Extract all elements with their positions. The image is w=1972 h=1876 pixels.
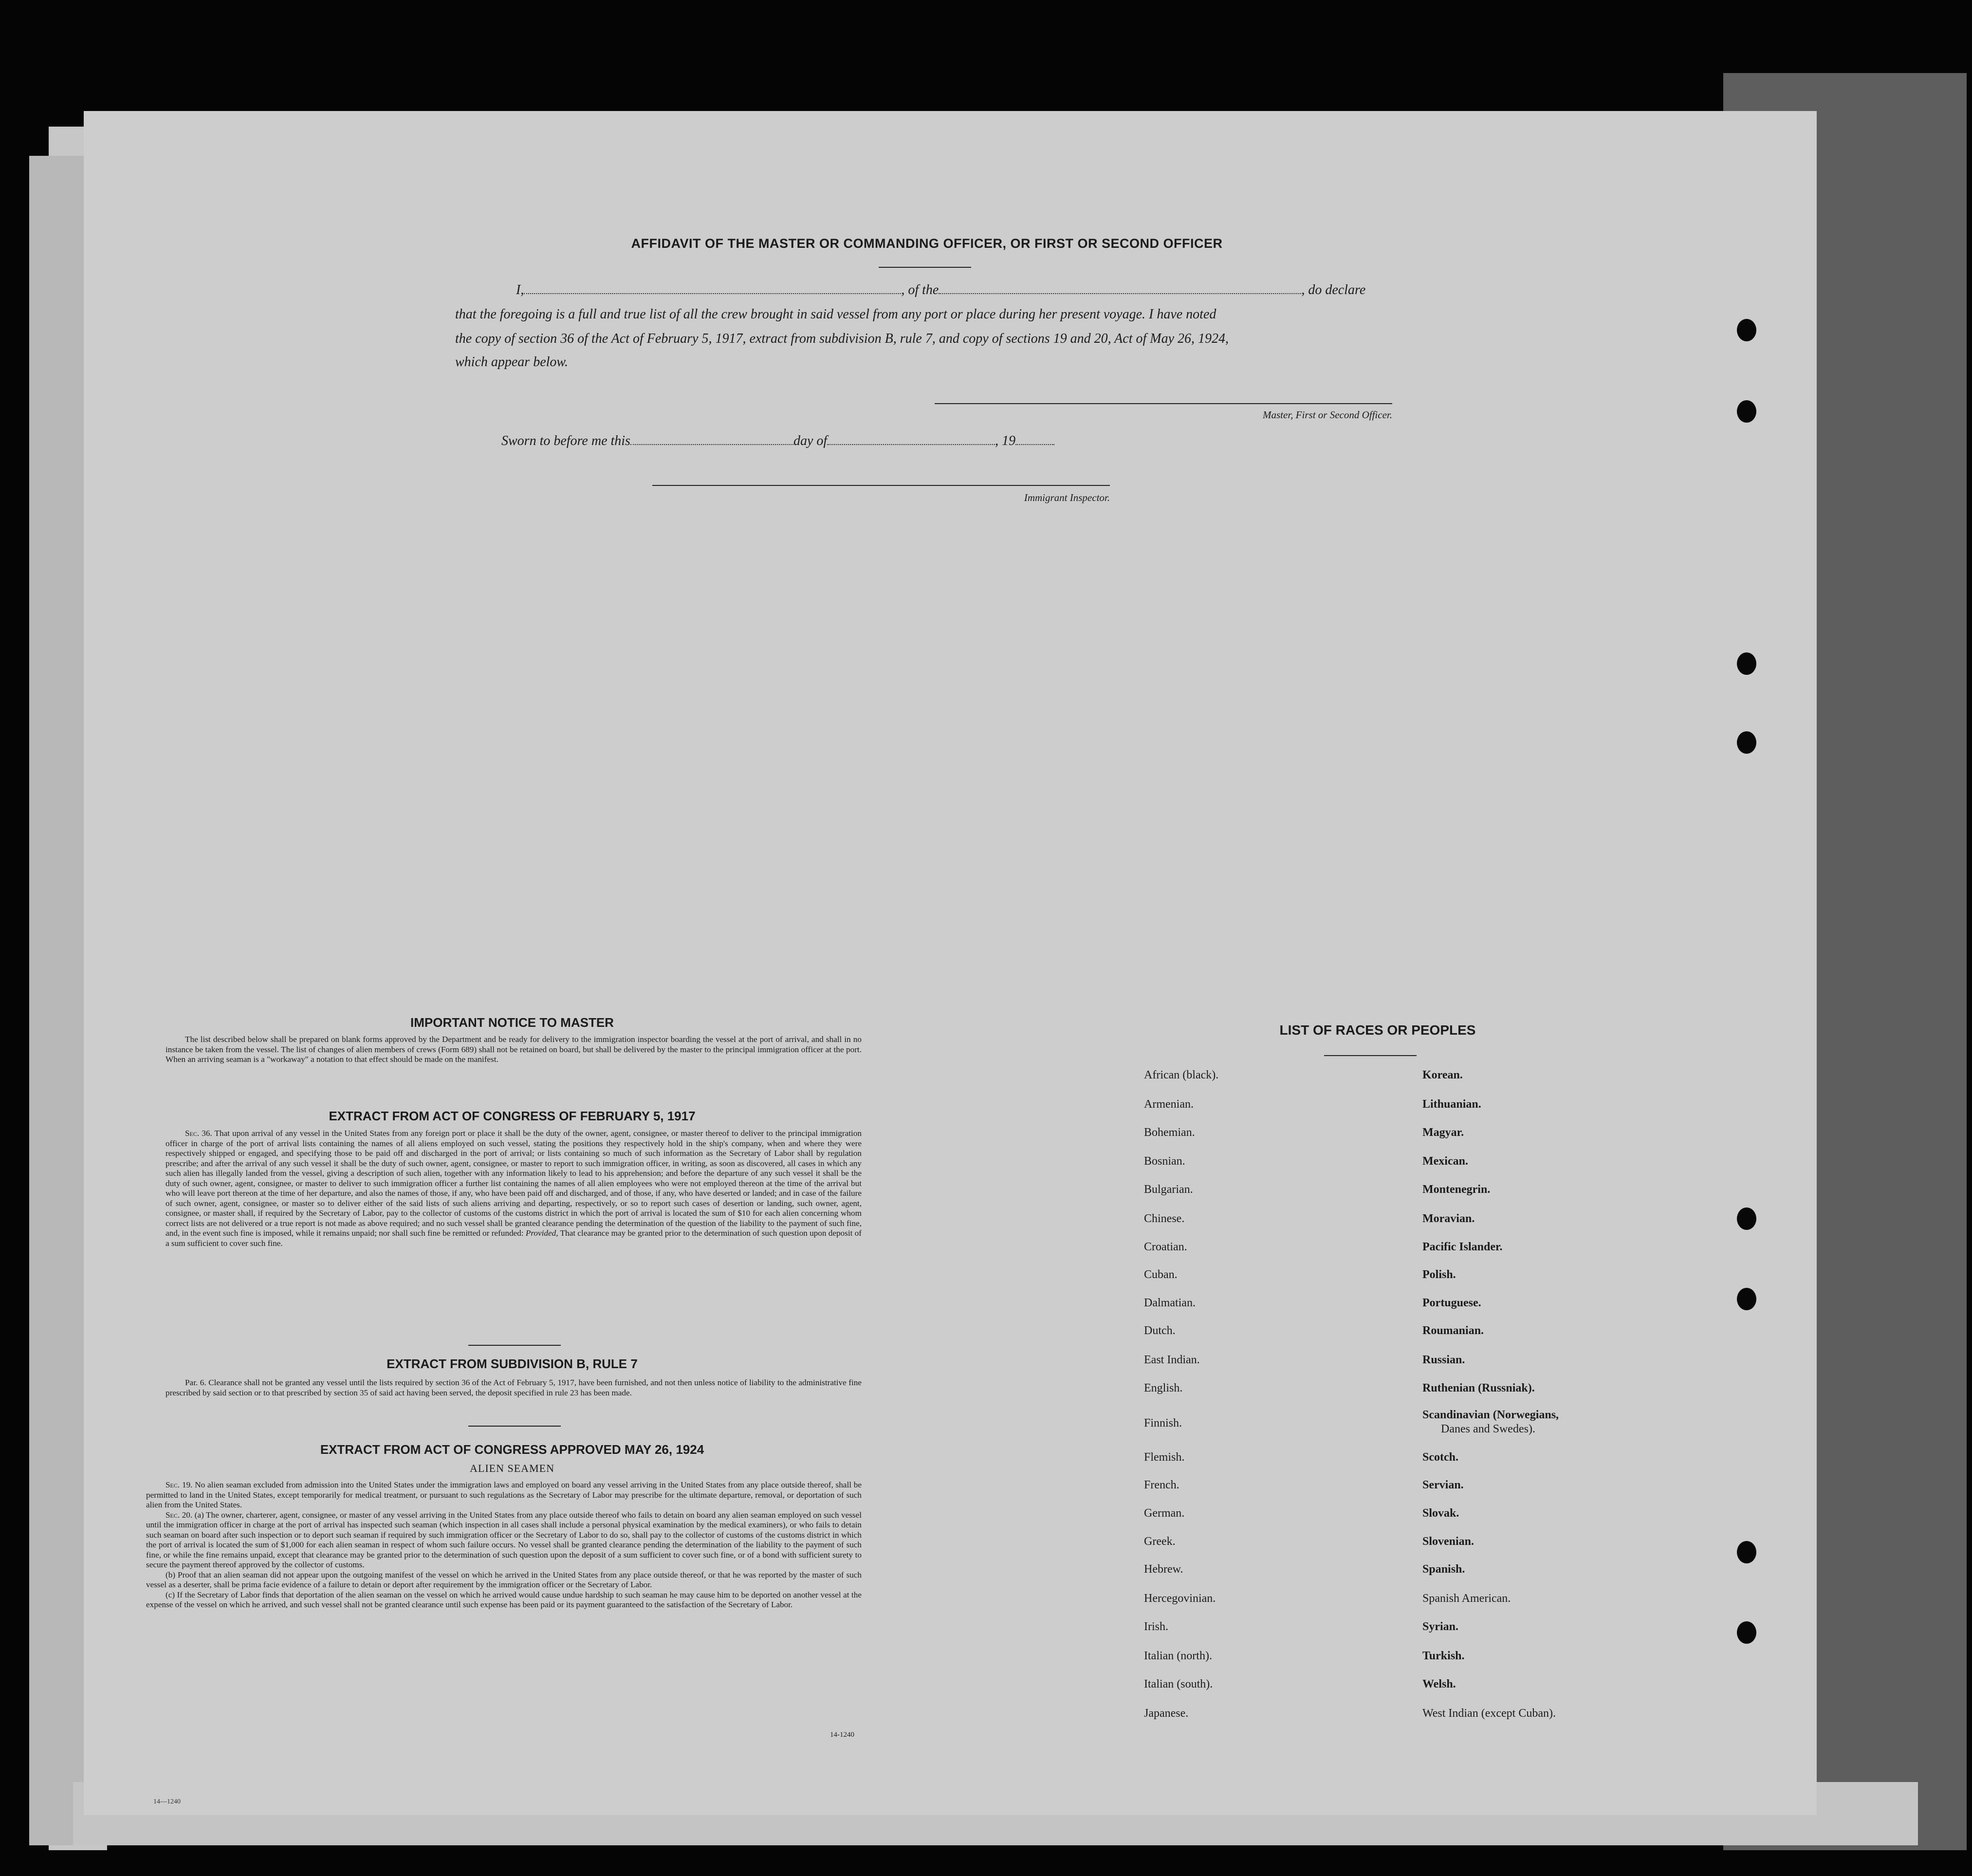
alien-seamen-subtitle: ALIEN SEAMEN (470, 1462, 554, 1474)
extract-1924-title: EXTRACT FROM ACT OF CONGRESS APPROVED MAY 26, 1924 (320, 1442, 704, 1457)
race-item: English. (1144, 1382, 1183, 1394)
vessel-name-field[interactable] (939, 283, 1301, 294)
sec19-paragraph (146, 1480, 862, 1510)
race-item: Hercegovinian. (1144, 1592, 1216, 1605)
race-item: Moravian. (1422, 1212, 1475, 1225)
race-item: Roumanian. (1422, 1324, 1484, 1337)
race-item: Bosnian. (1144, 1155, 1185, 1168)
race-item: Ruthenian (Russniak). (1422, 1382, 1535, 1394)
race-item: Scotch. (1422, 1451, 1458, 1464)
master-signature-line[interactable] (935, 403, 1392, 404)
sworn-day-of: day of (793, 433, 828, 448)
sec36-provided: Provided, (525, 1228, 558, 1238)
race-item: Armenian. (1144, 1098, 1194, 1111)
affidavit-i: I, (516, 282, 524, 297)
race-item: Croatian. (1144, 1241, 1187, 1253)
master-name-field[interactable] (524, 283, 901, 294)
sec19-label: Sec. 19. (166, 1480, 193, 1489)
race-item: Slovenian. (1422, 1535, 1474, 1548)
race-item: Cuban. (1144, 1268, 1178, 1281)
title-divider (879, 267, 971, 268)
notice-text: The list described below shall be prepared on blank forms approved by the Department and be ready for delivery to the immigration inspector boarding the vessel at the port of arrival, and shall in no instance be taken from the vessel. The list of changes of alien members of crews (Form 689) shall not be retained on board, but shall be delivered by the master to the principal immigration officer at the port. When an arriving seaman is a "workaway" a notation to that effect should be made on the manifest. (166, 1035, 862, 1064)
affidavit-line3: the copy of section 36 of the Act of February 5, 1917, extract from subdivision B, rule 7, and copy of sections 19 and 20, Act of May 26, 1924, (455, 331, 1229, 346)
sec20-label: Sec. 20. (166, 1510, 193, 1520)
race-item: Russian. (1422, 1354, 1465, 1366)
rule7-title: EXTRACT FROM SUBDIVISION B, RULE 7 (387, 1356, 638, 1371)
sworn-year-field[interactable] (1015, 434, 1054, 445)
races-title: LIST OF RACES OR PEOPLES (1279, 1022, 1476, 1038)
race-item: Montenegrin. (1422, 1183, 1491, 1196)
sworn-month-field[interactable] (827, 434, 995, 445)
race-item: Finnish. (1144, 1417, 1182, 1430)
race-item: German. (1144, 1507, 1185, 1520)
race-item: Flemish. (1144, 1451, 1185, 1464)
punch-hole (1737, 652, 1756, 675)
sworn-line (501, 433, 1054, 449)
race-item: Dutch. (1144, 1324, 1176, 1337)
affidavit-of: , of the (901, 282, 939, 297)
sec20b-paragraph: (b) Proof that an alien seaman did not appear upon the outgoing manifest of the vessel on which he arrived in the United States from any place outside thereof, or that he was reported by the master of such vessel as a deserter, shall be prima facie evidence of a failure to detain or deport after requirement by the immigration officer or the Secretary of Labor. (146, 1570, 862, 1589)
race-item: Lithuanian. (1422, 1098, 1481, 1111)
extract-1917-title: EXTRACT FROM ACT OF CONGRESS OF FEBRUARY 5, 1917 (329, 1109, 696, 1123)
sec36-label: Sec. 36. (185, 1129, 212, 1138)
form-number: 14-1240 (830, 1731, 854, 1739)
races-divider (1324, 1055, 1417, 1056)
punch-hole (1737, 1621, 1756, 1644)
punch-hole (1737, 400, 1756, 423)
race-item: Pacific Islander. (1422, 1241, 1503, 1253)
inspector-caption: Immigrant Inspector. (1024, 492, 1110, 503)
sworn-day-field[interactable] (630, 434, 793, 445)
section-divider (468, 1426, 561, 1427)
race-item: Spanish. (1422, 1563, 1465, 1576)
race-item: East Indian. (1144, 1354, 1200, 1366)
section-divider (468, 1345, 561, 1346)
race-item: Danes and Swedes). (1441, 1423, 1535, 1435)
race-item: West Indian (except Cuban). (1422, 1707, 1556, 1720)
race-item: French. (1144, 1479, 1180, 1491)
sec19-body: No alien seaman excluded from admission into the United States under the immigration laws and employed on board any vessel arriving in the United States from any place outside thereof, shall be permitted to land in the United States, except temporarily for medical treatment, or pursuant to such regulations as the Secretary of Labor may prescribe for the ultimate departure, removal, or deportation of such alien from the United States. (146, 1480, 862, 1509)
race-item: Mexican. (1422, 1155, 1468, 1168)
punch-hole (1737, 1207, 1756, 1230)
sec20a-paragraph (146, 1510, 862, 1570)
race-item: Bohemian. (1144, 1126, 1195, 1139)
punch-hole (1737, 1288, 1756, 1310)
race-item: Slovak. (1422, 1507, 1459, 1520)
sec20a-body: (a) The owner, charterer, agent, consignee, or master of any vessel arriving in the United States from any place outside thereof who fails to detain on board any alien seaman employed on such vessel until the immigration officer in charge at the port of arrival has inspected such seaman (which inspection in all cases shall include a personal physical examination by the medical examiners), or who fails to detain such seaman on board after such inspection or to deport such seaman if required by such immigration officer or the Secretary of Labor to do so, shall pay to the collector of customs of the customs district in which the port of arrival is located the sum of $1,000 for each alien seaman in respect of whom such failure occurs. No vessel shall be granted clearance pending the determination of the liability to the payment of such fine, or while the fine remains unpaid, except that clearance may be granted prior to the determination of such question upon the deposit of a sum sufficient to cover such fine, or of a bond with sufficient surety to secure the payment thereof approved by the collector of customs. (146, 1510, 862, 1569)
rule7-text: Par. 6. Clearance shall not be granted any vessel until the lists required by section 36 of the Act of February 5, 1917, have been furnished, and not then unless notice of liability to the administrative fine prescribed by said section or to that prescribed by section 35 of said act having been served, the deposit specified in rule 23 has been made. (166, 1378, 862, 1397)
race-item: Italian (north). (1144, 1650, 1212, 1662)
affidavit-line2: that the foregoing is a full and true list of all the crew brought in said vessel from any port or place during her present voyage. I have noted (455, 307, 1216, 322)
punch-hole (1737, 731, 1756, 754)
affidavit-line1 (516, 282, 1397, 298)
race-item: Syrian. (1422, 1620, 1459, 1633)
race-item: Welsh. (1422, 1678, 1456, 1690)
race-item: Bulgarian. (1144, 1183, 1193, 1196)
sec36-body: That upon arrival of any vessel in the United States from any foreign port or place it shall be the duty of the owner, agent, consignee, or master thereof to deliver to the principal immigration officer in charge of the port of arrival lists containing the names of all aliens employed on such vessel, stating the positions they respectively hold in the ship's company, when and where they were respectively shipped or engaged, and specifying those to be paid off and discharged in the port of arrival; or lists containing so much of such information as the Secretary of Labor shall by regulation prescribe; and after the arrival of any such vessel it shall be the duty of such owner, agent, consignee, or master to report to such immigration officer, in writing, as soon as discovered, all cases in which any such alien has illegally landed from the vessel, giving a description of such alien, together with any information likely to lead to his apprehension; and before the departure of any such vessel it shall be the duty of such owner, agent, consignee, or master to deliver to such immigration officer a further list containing the names of all alien employees who were not employed thereon at the time of the arrival but who will leave port thereon at the time of her departure, and also the names of those, if any, who have been paid off and discharged, and of those, if any, who have deserted or landed; and in case of the failure of such owner, agent, consignee, or master so to deliver either of the said lists of such aliens arriving and departing, respectively, or so to report such cases of desertion or landing, such owner, agent, consignee, or master shall, if required by the Secretary of Labor, pay to the collector of customs of the customs district in which the port of arrival is located the sum of $10 for each alien concerning whom correct lists are not delivered or a true report is not made as above required; and no such vessel shall be granted clearance pending the determination of the question of the liability to the payment of such fine, and, in the event such fine is imposed, while it remains unpaid; nor shall such fine be remitted or refunded: (166, 1129, 862, 1238)
sec20c-paragraph: (c) If the Secretary of Labor finds that deportation of the alien seaman on the vessel on which he arrived would cause undue hardship to such seaman he may cause him to be deported on another vessel at the expense of the vessel on which he arrived, and such vessel shall not be granted clearance until such expense has been paid or its payment guaranteed to the satisfaction of the Secretary of Labor. (146, 1590, 862, 1609)
inspector-signature-line[interactable] (652, 485, 1110, 486)
race-item: Servian. (1422, 1479, 1464, 1491)
punch-hole (1737, 319, 1756, 341)
master-caption: Master, First or Second Officer. (1263, 409, 1392, 421)
race-item: Dalmatian. (1144, 1297, 1196, 1309)
punch-hole (1737, 1541, 1756, 1563)
race-item: Polish. (1422, 1268, 1456, 1281)
sworn-prefix: Sworn to before me this (501, 433, 630, 448)
race-item: Hebrew. (1144, 1563, 1183, 1576)
race-item: Greek. (1144, 1535, 1176, 1548)
race-item: Italian (south). (1144, 1678, 1213, 1690)
affidavit-title: AFFIDAVIT OF THE MASTER OR COMMANDING OFFICER, OR FIRST OR SECOND OFFICER (631, 236, 1223, 251)
race-item: Scandinavian (Norwegians, (1422, 1409, 1559, 1421)
extract-1917-text (166, 1129, 862, 1248)
sworn-year-prefix: , 19 (995, 433, 1016, 448)
race-item: Spanish American. (1422, 1592, 1511, 1605)
race-item: Irish. (1144, 1620, 1168, 1633)
race-item: Korean. (1422, 1069, 1463, 1081)
race-item: Japanese. (1144, 1707, 1189, 1720)
race-item: Chinese. (1144, 1212, 1185, 1225)
affidavit-declare: , do declare (1301, 282, 1366, 297)
underlying-page (29, 156, 92, 1845)
race-item: Turkish. (1422, 1650, 1465, 1662)
form-number-bottom: 14—1240 (153, 1798, 181, 1805)
race-item: Magyar. (1422, 1126, 1464, 1139)
extract-1924-text (146, 1480, 862, 1610)
sec36-end: That clearance may be granted prior to the determination of such question upon deposit of a sum sufficient to cover such fine. (166, 1228, 862, 1248)
race-item: African (black). (1144, 1069, 1219, 1081)
race-item: Portuguese. (1422, 1297, 1481, 1309)
affidavit-line4: which appear below. (455, 354, 569, 370)
notice-title: IMPORTANT NOTICE TO MASTER (410, 1015, 614, 1030)
